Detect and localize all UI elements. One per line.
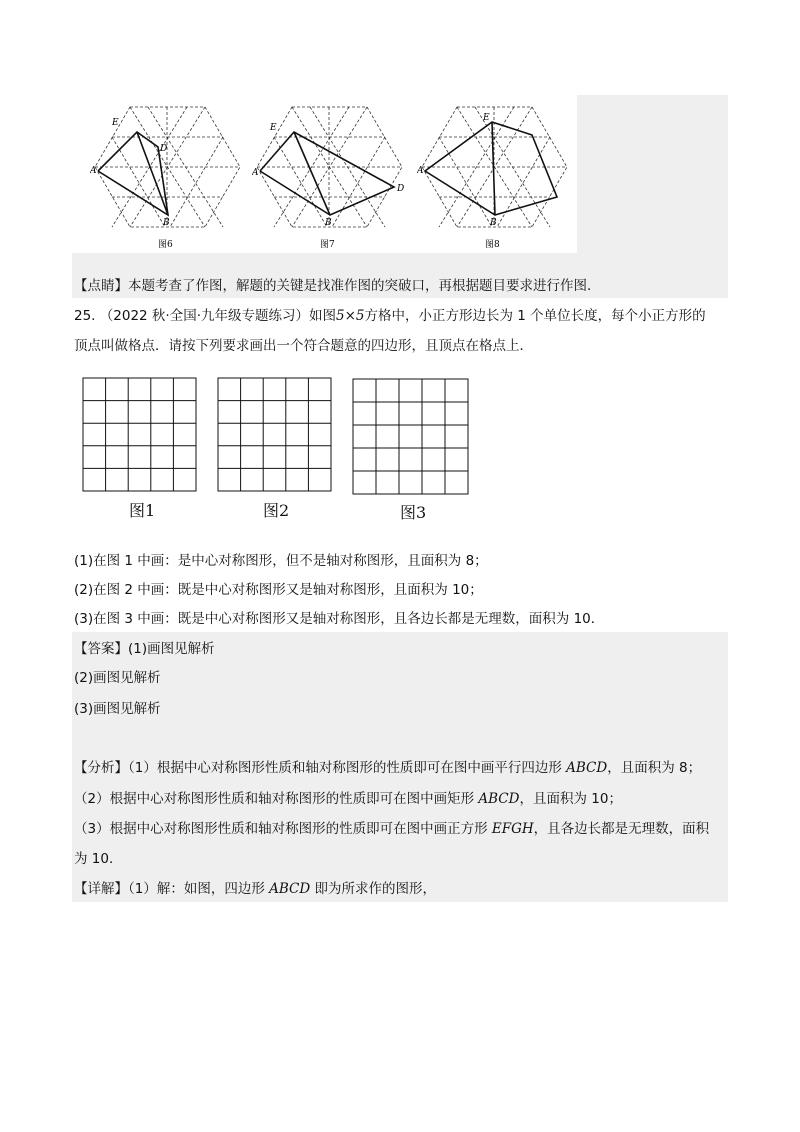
analysis-text-1a: （1）根据中心对称图形性质和轴对称图形的性质即可在图中画平行四边形 xyxy=(128,760,567,776)
label-e: E xyxy=(270,123,277,133)
grid-caption-1: 图1 xyxy=(129,501,156,520)
question-line-1 xyxy=(74,306,706,326)
grid-size: 5×5 xyxy=(336,308,365,324)
label-e: E xyxy=(112,118,119,128)
answer-line-2: (2)画图见解析 xyxy=(74,670,161,686)
grid-figure-1 xyxy=(82,377,198,493)
answer-tag: 【答案】 xyxy=(74,641,128,657)
analysis-line-2 xyxy=(74,789,622,809)
part-3: (3)在图 3 中画：既是中心对称图形又是轴对称图形，且各边长都是无理数，面积为 10． xyxy=(74,611,605,627)
comment-tag: 【点睛】 xyxy=(74,278,128,294)
hexagon-figure-6 xyxy=(90,95,245,253)
analysis-text-3a: （3）根据中心对称图形性质和轴对称图形的性质即可在图中画正方形 xyxy=(74,821,492,837)
label-a: A xyxy=(417,166,424,176)
analysis-text-3b: ，且各边长都是无理数，面积 xyxy=(533,821,710,837)
hexagon-figures xyxy=(72,95,577,253)
detail-var: ABCD xyxy=(269,881,311,897)
question-line-2 xyxy=(74,336,533,356)
caption-fig6: 图6 xyxy=(158,240,173,250)
question-text-2: 顶点叫做格点．请按下列要求画出一个符合题意的四边形，且顶点在格点上． xyxy=(74,338,533,354)
question-text-b: 方格中，小正方形边长为 1 个单位长度，每个小正方形的 xyxy=(364,308,706,324)
hexagon-figure-8 xyxy=(417,95,572,253)
label-e: E xyxy=(483,113,490,123)
question-source: （2022 秋·全国·九年级专题练习） xyxy=(99,308,310,324)
caption-fig7: 图7 xyxy=(320,240,335,250)
label-b: B xyxy=(325,218,332,228)
analysis-tag: 【分析】 xyxy=(74,760,128,776)
label-b: B xyxy=(490,218,497,228)
detail-line xyxy=(74,879,436,899)
label-a: A xyxy=(90,166,97,176)
question-text-a: 如图 xyxy=(309,308,337,324)
analysis-text-1b: ，且面积为 8； xyxy=(607,760,702,776)
analysis-line-3 xyxy=(74,819,709,839)
label-d: D xyxy=(397,184,405,194)
question-number: 25. xyxy=(74,308,96,324)
label-d: D xyxy=(160,144,168,154)
answer-line-1 xyxy=(74,639,215,659)
detail-text-a: （1）解：如图，四边形 xyxy=(128,881,270,897)
analysis-text-2b: ，且面积为 10； xyxy=(519,791,622,807)
caption-fig8: 图8 xyxy=(485,240,500,250)
analysis-text-2a: （2）根据中心对称图形性质和轴对称图形的性质即可在图中画矩形 xyxy=(74,791,479,807)
comment-text: 本题考查了作图，解题的关键是找准作图的突破口，再根据题目要求进行作图． xyxy=(128,278,601,294)
part-1: (1)在图 1 中画：是中心对称图形，但不是轴对称图形，且面积为 8； xyxy=(74,553,488,569)
detail-text-b: 即为所求作的图形， xyxy=(310,881,437,897)
label-b: B xyxy=(163,218,170,228)
detail-tag: 【详解】 xyxy=(74,881,128,897)
label-a: A xyxy=(252,168,259,178)
grid-figure-2 xyxy=(217,377,333,493)
grid-figure-3 xyxy=(352,378,470,496)
analysis-var-1: ABCD xyxy=(566,760,608,776)
analysis-var-2: ABCD xyxy=(478,791,520,807)
answer-1: (1)画图见解析 xyxy=(128,641,215,657)
grid-caption-3: 图3 xyxy=(400,503,427,522)
analysis-var-3: EFGH xyxy=(491,821,534,837)
comment-line xyxy=(74,276,601,296)
grid-caption-2: 图2 xyxy=(263,501,290,520)
hexagon-figure-7 xyxy=(252,95,407,253)
answer-line-3: (3)画图见解析 xyxy=(74,701,161,717)
part-2: (2)在图 2 中画：既是中心对称图形又是轴对称图形，且面积为 10； xyxy=(74,582,483,598)
analysis-line-1 xyxy=(74,758,701,778)
analysis-line-4: 为 10． xyxy=(74,851,123,867)
